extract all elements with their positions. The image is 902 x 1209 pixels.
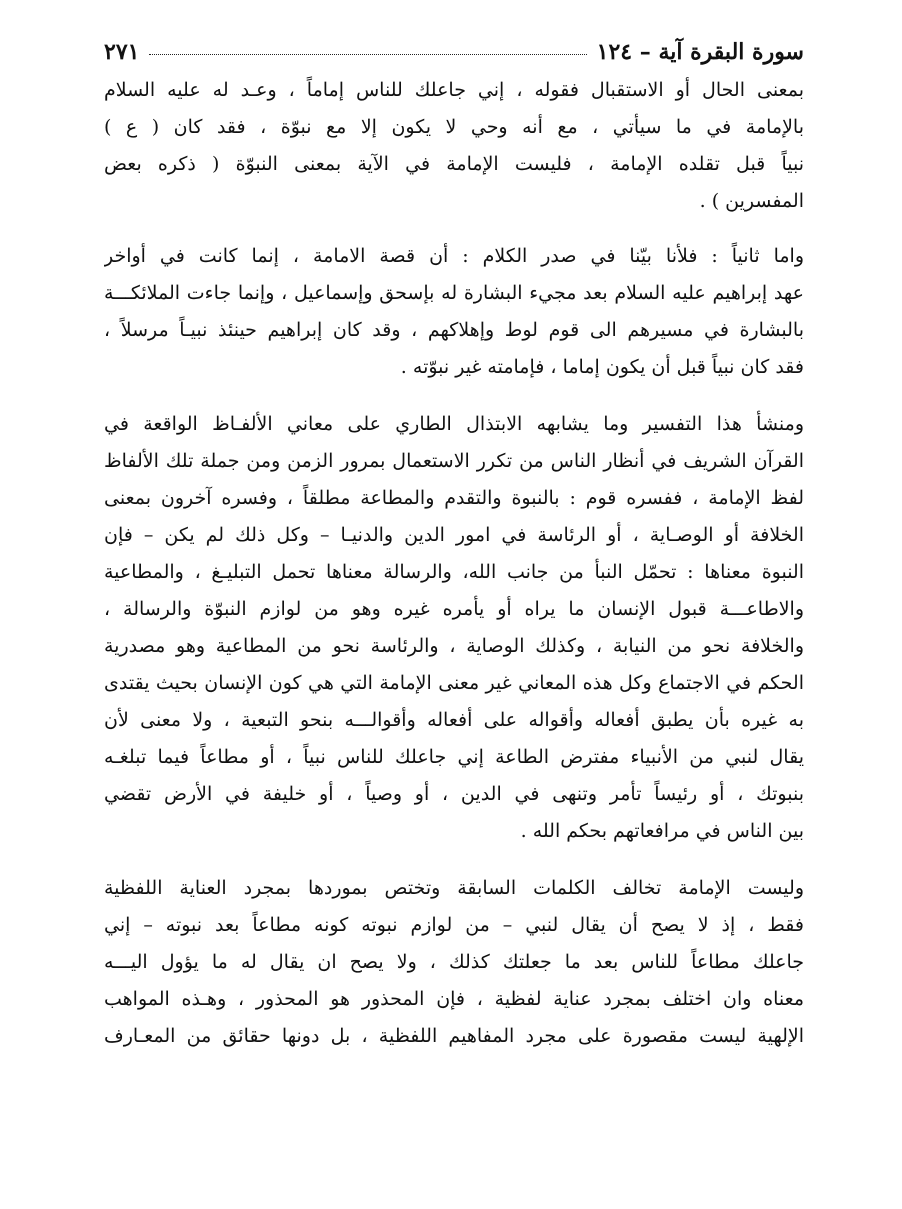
paragraph-line: واما ثانياً : فلأنا بيّنا في صدر الكلام : أن قصة الامامة ، إنما كانت في أواخر: [104, 245, 804, 267]
paragraph-line: بالبشارة في مسيرهم الى قوم لوط وإهلاكهم ، وقد كان إبراهيم حينئذ نبيـاً مرسلاً ،: [104, 319, 804, 341]
paragraph-2: [104, 238, 804, 386]
paragraph-line: فقط ، إذ لا يصح أن يقال لنبي – من لوازم نبوته كونه مطاعاً بعد نبوته – إني: [104, 914, 804, 936]
paragraph-line: الخلافة أو الوصـاية ، أو الرئاسة في امور الدين والدنيـا – وكل ذلك لم يكن – فإن: [104, 524, 804, 546]
paragraph-line: والخلافة نحو من النيابة ، وكذلك الوصاية ، والرئاسة نحو من المطاعية وهو مصدرية: [104, 635, 804, 657]
paragraph-line: يقال لنبي من الأنبياء مفترض الطاعة إني جاعلك للناس نبياً ، أو مطاعاً فيما تبلغـه: [104, 746, 804, 768]
paragraph-4: [104, 870, 804, 1055]
paragraph-line: الحكم في الاجتماع وكل هذه المعاني غير معنى الإمامة التي هي كون الإنسان بحيث يقتدى: [104, 672, 804, 694]
paragraph-line: الإلهية ليست مقصورة على مجرد المفاهيم اللفظية ، بل دونها حقائق من المعـارف: [104, 1025, 804, 1047]
paragraph-line: نبياً قبل تقلده الإمامة ، فليست الإمامة في الآية بمعنى النبوّة ( ذكره بعض: [104, 153, 804, 175]
running-header: [104, 38, 804, 66]
paragraph-3: [104, 406, 804, 850]
surah-title: سورة البقرة آية – ١٢٤: [596, 39, 804, 65]
paragraph-line: القرآن الشريف في أنظار الناس من تكرر الاستعمال بمرور الزمن ومن جملة تلك الألفاظ: [104, 450, 804, 472]
paragraph-1: [104, 72, 804, 220]
paragraph-line: بين الناس في مرافعاتهم بحكم الله .: [520, 820, 804, 842]
paragraph-line: فقد كان نبياً قبل أن يكون إماما ، فإمامته غير نبوّته .: [400, 356, 804, 378]
paragraph-line: والاطاعـــة قبول الإنسان ما يراه أو يأمره غيره وهو من لوازم النبوّة والرسالة ،: [104, 598, 804, 620]
paragraph-line: المفسرين ) .: [699, 190, 804, 212]
paragraph-line: ومنشأ هذا التفسير وما يشابهه الابتذال الطاري على معاني الألفـاظ الواقعة في: [104, 413, 804, 435]
paragraph-line: معناه وان اختلف بمجرد عناية لفظية ، فإن المحذور هو المحذور ، وهـذه المواهب: [104, 988, 804, 1010]
paragraph-line: لفظ الإمامة ، ففسره قوم : بالنبوة والتقدم والمطاعة مطلقاً ، وفسره آخرون بمعنى: [104, 487, 804, 509]
paragraph-line: عهد إبراهيم عليه السلام بعد مجيء البشارة له بإسحق وإسماعيل ، وإنما جاءت الملائكـــة: [104, 282, 804, 304]
paragraph-line: جاعلك مطاعاً للناس بعد ما جعلتك كذلك ، ولا يصح ان يقال له ما يؤول اليـــه: [104, 951, 804, 973]
page-number: ٢٧١: [104, 39, 140, 65]
header-dotted-rule: [149, 54, 586, 55]
paragraph-line: بمعنى الحال أو الاستقبال فقوله ، إني جاعلك للناس إماماً ، وعـد له عليه السلام: [104, 79, 804, 101]
paragraph-line: وليست الإمامة تخالف الكلمات السابقة وتختص بموردها بمجرد العناية اللفظية: [104, 877, 804, 899]
paragraph-line: به غيره بأن يطبق أفعاله وأقواله على أفعاله وأقوالـــه بنحو التبعية ، ولا معنى لأن: [104, 709, 804, 731]
paragraph-line: بنبوتك ، أو رئيساً تأمر وتنهى في الدين ، أو وصياً ، أو خليفة في الأرض تقضي: [104, 783, 804, 805]
book-page: [104, 38, 804, 1055]
paragraph-line: بالإمامة في ما سيأتي ، مع أنه وحي لا يكون إلا مع نبوّة ، فقد كان ( ع ): [104, 116, 804, 138]
paragraph-line: النبوة معناها : تحمّل النبأ من جانب الله، والرسالة معناها تحمل التبليـغ ، والمطاعية: [104, 561, 804, 583]
